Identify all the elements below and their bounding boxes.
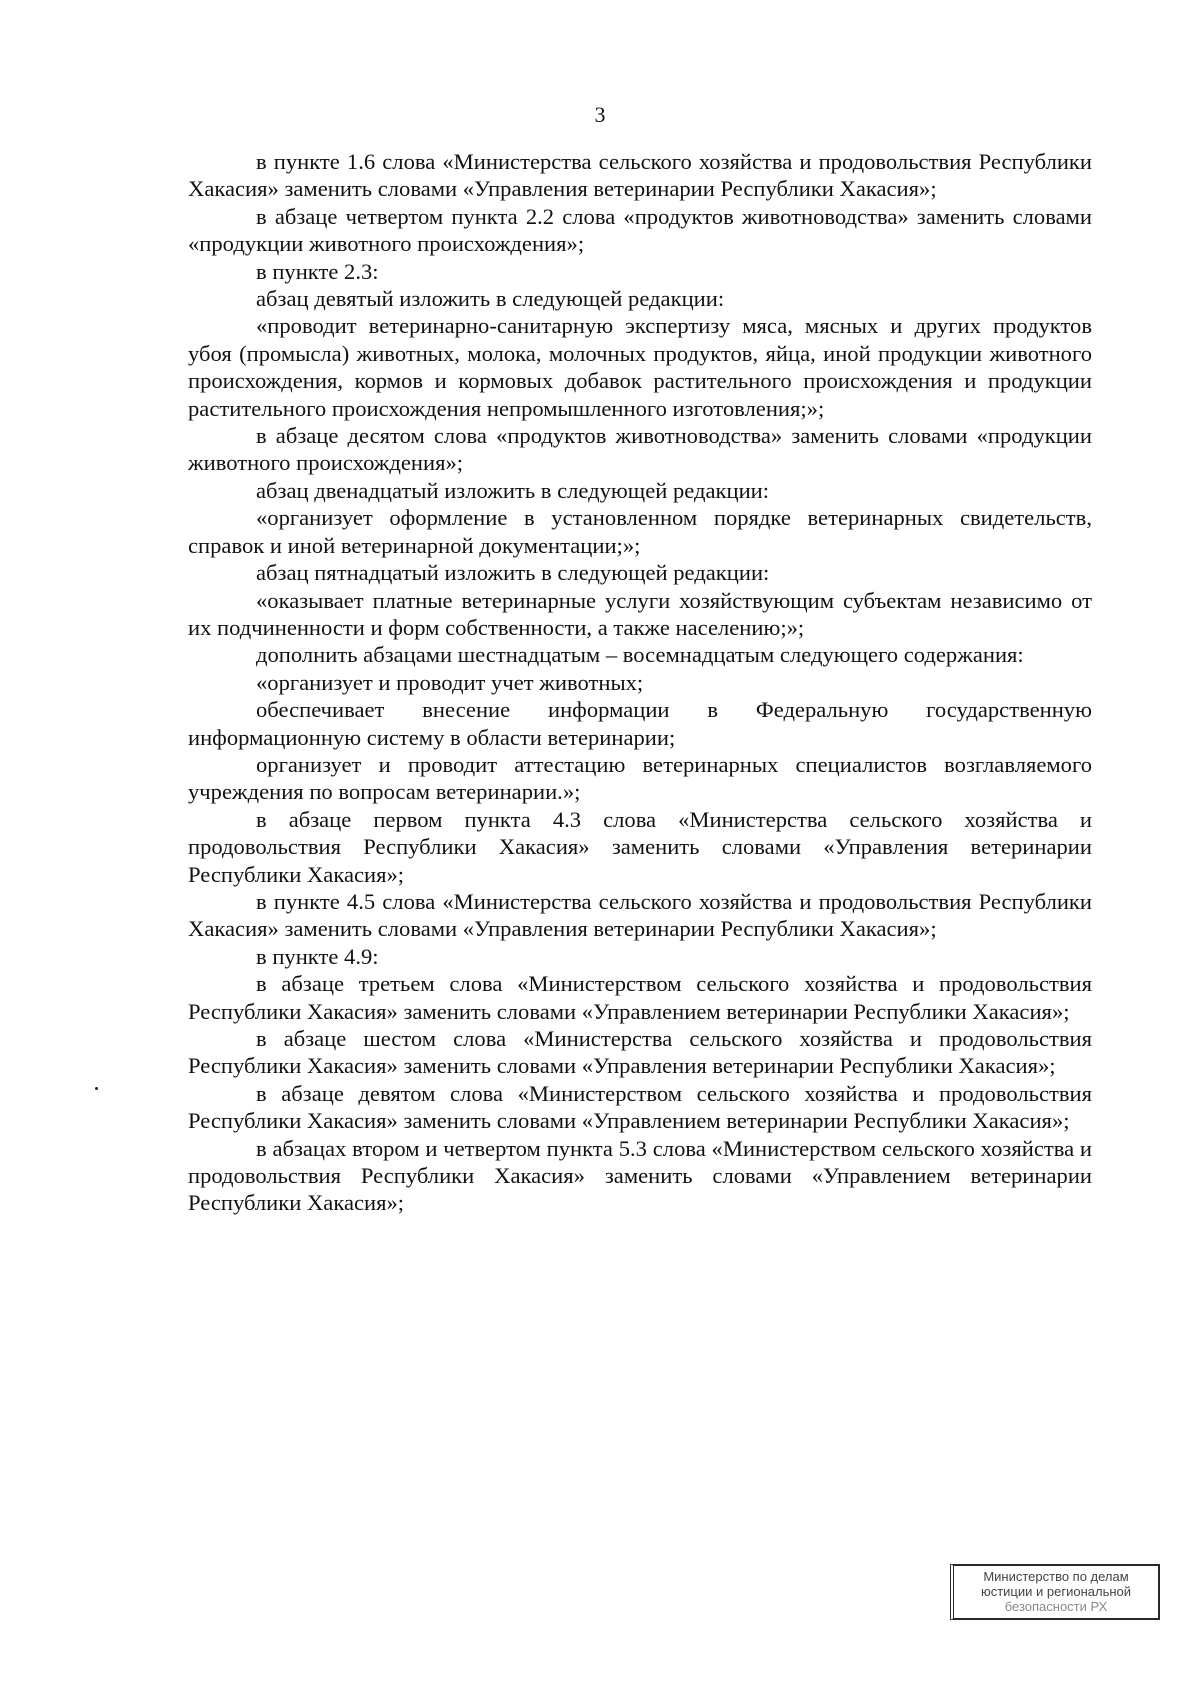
paragraph: дополнить абзацами шестнадцатым – восемнадцатым следующего содержания: [256, 642, 1024, 668]
paragraph: в пункте 4.9: [256, 943, 379, 969]
paragraph: в абзаце шестом слова «Министерства сельского хозяйства и продовольствия Республики Хакасия» заменить словами «Управления ветеринарии Республики Хакасия»; [188, 1026, 1092, 1079]
paragraph: «организует и проводит учет животных; [256, 669, 644, 695]
stamp-line: Министерство по делам [983, 1569, 1129, 1584]
paragraph: в пункте 1.6 слова «Министерства сельского хозяйства и продовольствия Республики Хакасия» заменить словами «Управления ветеринарии Республики Хакасия»; [188, 149, 1092, 202]
document-body [188, 148, 1092, 1217]
paragraph: обеспечивает внесение информации в Федеральную государственную информационную систему в области ветеринарии; [188, 697, 1092, 750]
paragraph: организует и проводит аттестацию ветеринарных специалистов возглавляемого учреждения по вопросам ветеринарии.»; [188, 751, 1092, 805]
paragraph: «организует оформление в установленном порядке ветеринарных свидетельств, справок и иной ветеринарной документации;»; [188, 505, 1092, 558]
paragraph: в пункте 2.3: [256, 258, 379, 284]
paragraph: абзац пятнадцатый изложить в следующей редакции: [256, 560, 770, 586]
registration-stamp [950, 1564, 1160, 1620]
paragraph: в абзаце третьем слова «Министерством сельского хозяйства и продовольствия Республики Хакасия» заменить словами «Управлением ветеринарии Республики Хакасия»; [188, 971, 1092, 1024]
paragraph: в абзаце девятом слова «Министерством сельского хозяйства и продовольствия Республики Хакасия» заменить словами «Управлением ветеринарии Республики Хакасия»; [188, 1080, 1092, 1134]
paragraph: «оказывает платные ветеринарные услуги хозяйствующим субъектам независимо от их подчиненности и форм собственности, а также населению;»; [188, 587, 1092, 640]
paragraph: абзац двенадцатый изложить в следующей редакции: [256, 477, 770, 503]
paragraph: в абзаце десятом слова «продуктов животноводства» заменить словами «продукции животного происхождения»; [188, 423, 1092, 476]
scan-speck [95, 1087, 98, 1090]
paragraph: в абзацах втором и четвертом пункта 5.3 слова «Министерством сельского хозяйства и продовольствия Республики Хакасия» заменить словами «Управлением ветеринарии Республики Хакасия»; [188, 1135, 1092, 1216]
paragraph: в пункте 4.5 слова «Министерства сельского хозяйства и продовольствия Республики Хакасия» заменить словами «Управления ветеринарии Республики Хакасия»; [188, 888, 1092, 942]
paragraph: в абзаце четвертом пункта 2.2 слова «продуктов животноводства» заменить словами «продукции животного происхождения»; [188, 203, 1092, 257]
stamp-line: безопасности РХ [1004, 1599, 1108, 1614]
paragraph: абзац девятый изложить в следующей редакции: [256, 286, 725, 312]
paragraph: в абзаце первом пункта 4.3 слова «Министерства сельского хозяйства и продовольствия Республики Хакасия» заменить словами «Управления ветеринарии Республики Хакасия»; [188, 806, 1092, 887]
stamp-line: юстиции и региональной [980, 1584, 1132, 1599]
page-number: 3 [594, 102, 606, 127]
paragraph: «проводит ветеринарно-санитарную экспертизу мяса, мясных и других продуктов убоя (промысла) животных, молока, молочных продуктов, яйца, иной продукции животного происхождения, кормов и кормовых добавок растительного происхождения и продукции растительного происхождения непромышленного изготовления;»; [188, 313, 1092, 421]
